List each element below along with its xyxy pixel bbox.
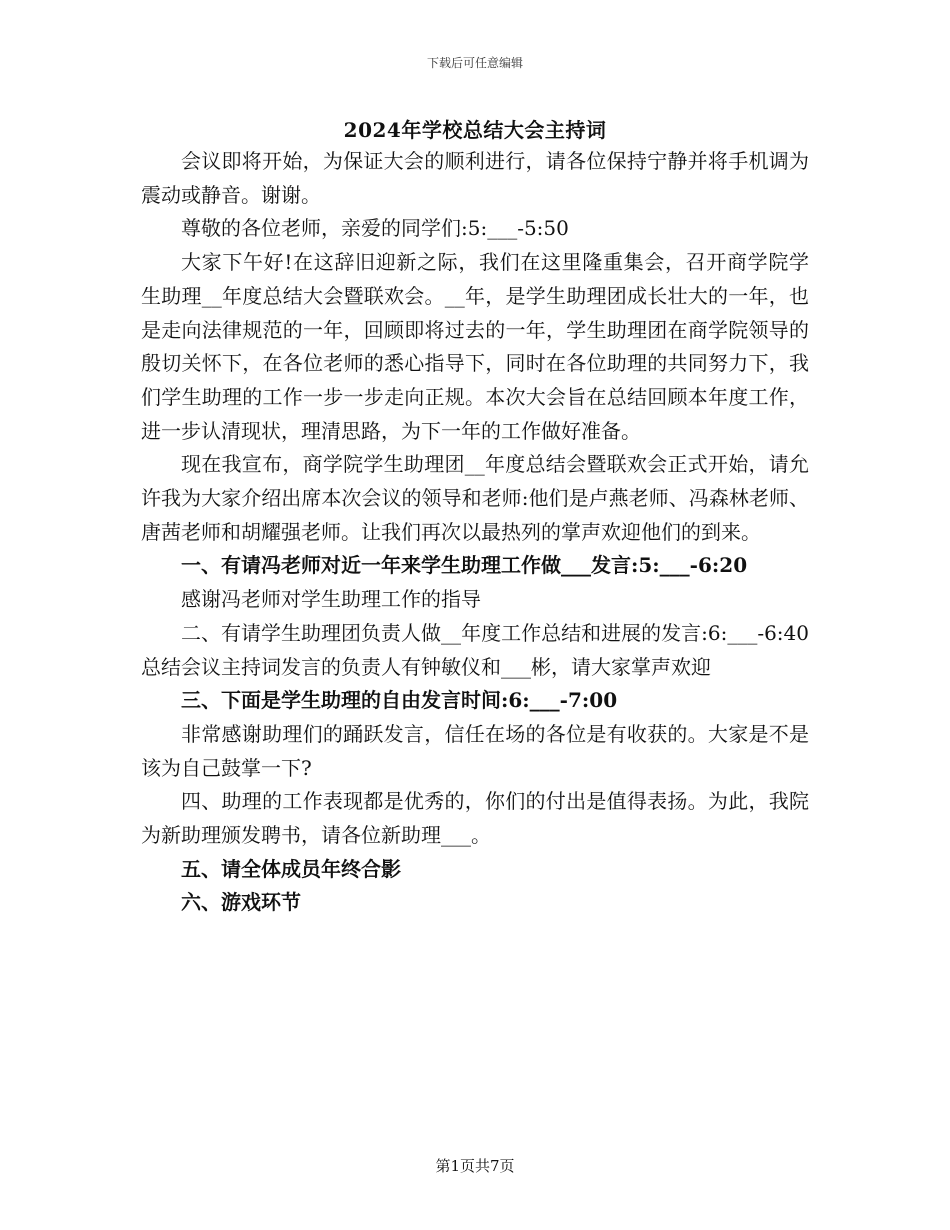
paragraph-3: 大家下午好!在这辞旧迎新之际，我们在这里隆重集会，召开商学院学生助理__年度总结大会暨联欢会。__年，是学生助理团成长壮大的一年，也是走向法律规范的一年，回顾即将过去的一年，学生助理团在商学院领导的殷切关怀下，在各位老师的悉心指导下，同时在各位助理的共同努力下，我们学生助理的工作一步一步走向正规。本次大会旨在总结回顾本年度工作，进一步认清现状，理清思路，为下一年的工作做好准备。 [141, 250, 809, 443]
paragraph-4: 现在我宣布，商学院学生助理团__年度总结会暨联欢会正式开始，请允许我为大家介绍出席本次会议的领导和老师:他们是卢燕老师、冯森林老师、唐茜老师和胡耀强老师。让我们再次以最热列的掌声欢迎他们的到来。 [141, 452, 809, 544]
paragraph-6: 二、有请学生助理团负责人做__年度工作总结和进展的发言:6:___-6:40总结会议主持词发言的负责人有钟敏仪和___彬，请大家掌声欢迎 [141, 620, 809, 679]
document-title: 2024年学校总结大会主持词 [343, 118, 607, 142]
page-number: 第1页共7页 [435, 1157, 515, 1175]
section-heading-3: 三、下面是学生助理的自由发言时间:6:___-7:00 [181, 688, 618, 713]
document-body [141, 145, 809, 920]
paragraph-1: 会议即将开始，为保证大会的顺利进行，请各位保持宁静并将手机调为震动或静音。谢谢。 [141, 149, 809, 207]
header-note: 下载后可任意编辑 [426, 56, 523, 70]
section-heading-6: 六、游戏环节 [181, 890, 301, 915]
paragraph-5: 感谢冯老师对学生助理工作的指导 [181, 587, 481, 612]
section-heading-1: 一、有请冯老师对近一年来学生助理工作做___发言:5:___-6:20 [181, 553, 748, 578]
paragraph-2: 尊敬的各位老师，亲爱的同学们:5:___-5:50 [181, 216, 569, 241]
paragraph-7: 非常感谢助理们的踊跃发言，信任在场的各位是有收获的。大家是不是该为自己鼓掌一下? [141, 721, 809, 780]
paragraph-8: 四、助理的工作表现都是优秀的，你们的付出是值得表扬。为此，我院为新助理颁发聘书，请各位新助理___。 [141, 789, 809, 848]
section-heading-5: 五、请全体成员年终合影 [181, 856, 401, 881]
